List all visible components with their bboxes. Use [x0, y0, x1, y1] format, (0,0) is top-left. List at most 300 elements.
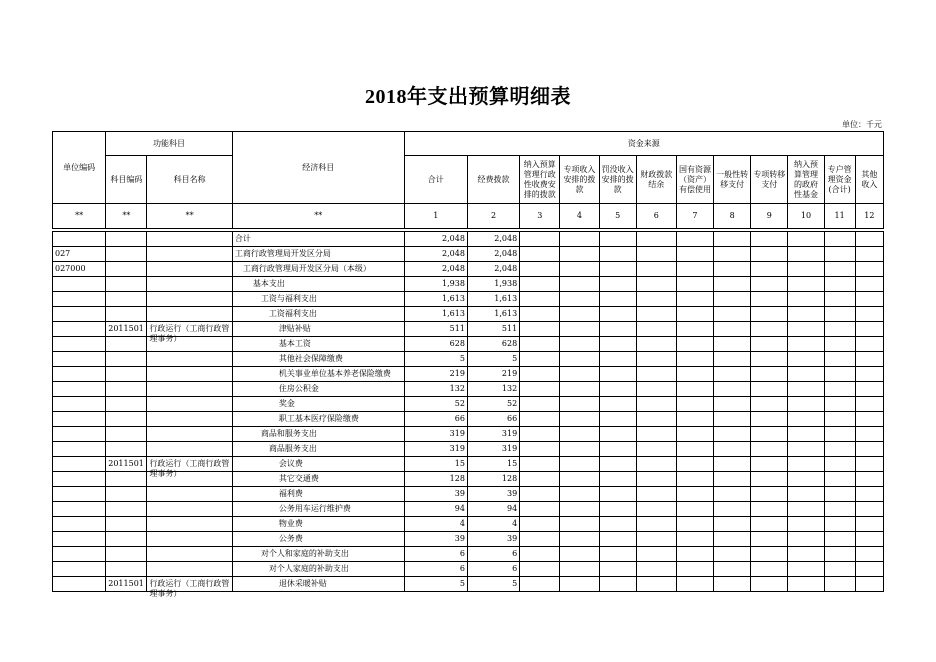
fund-col11-cell: [824, 472, 855, 487]
unit-code-cell: [53, 562, 106, 577]
fund-col8-cell: [714, 247, 751, 262]
fund-col3-cell: [520, 472, 560, 487]
econ-cell: 商品服务支出: [232, 442, 404, 457]
fund-col7-cell: [676, 472, 713, 487]
func-code-cell: 2011501: [106, 457, 147, 472]
table-row: [53, 562, 884, 577]
func-name-cell: [147, 292, 232, 307]
index-cell: 11: [824, 204, 855, 229]
fund-col7-cell: [676, 367, 713, 382]
fund-col12-cell: [855, 442, 883, 457]
header-total: 合计: [404, 156, 467, 204]
fund-col4-cell: [560, 307, 599, 322]
fund-col11-cell: [824, 322, 855, 337]
total-cell: 39: [404, 532, 467, 547]
fund-col6-cell: [636, 472, 676, 487]
table-row: [53, 427, 884, 442]
fund-col3-cell: [520, 367, 560, 382]
fund-col4-cell: [560, 277, 599, 292]
fund-col7-cell: [676, 547, 713, 562]
fund-col3-cell: [520, 277, 560, 292]
index-cell: 5: [599, 204, 636, 229]
total-cell: 511: [404, 322, 467, 337]
fund-col5-cell: [599, 367, 636, 382]
fund-col7-cell: [676, 502, 713, 517]
func-code-cell: [106, 247, 147, 262]
fund-col5-cell: [599, 292, 636, 307]
fund-col5-cell: [599, 502, 636, 517]
fund-col3-cell: [520, 487, 560, 502]
fund-col11-cell: [824, 442, 855, 457]
func-name-cell: [147, 277, 232, 292]
unit-code-cell: [53, 322, 106, 337]
func-code-cell: [106, 517, 147, 532]
fund-col11-cell: [824, 517, 855, 532]
appropriation-cell: 511: [467, 322, 519, 337]
fund-col5-cell: [599, 322, 636, 337]
fund-col4-cell: [560, 322, 599, 337]
econ-cell: 职工基本医疗保险缴费: [232, 412, 404, 427]
fund-col11-cell: [824, 412, 855, 427]
fund-col6-cell: [636, 502, 676, 517]
fund-col5-cell: [599, 352, 636, 367]
fund-col8-cell: [714, 397, 751, 412]
unit-code-cell: [53, 337, 106, 352]
func-code-cell: [106, 307, 147, 322]
fund-col9-cell: [751, 382, 788, 397]
header-col8: 一般性转移支付: [714, 156, 751, 204]
econ-cell: 基本工资: [232, 337, 404, 352]
fund-col7-cell: [676, 232, 713, 247]
index-cell: 2: [467, 204, 519, 229]
fund-col9-cell: [751, 442, 788, 457]
fund-col8-cell: [714, 232, 751, 247]
fund-col4-cell: [560, 427, 599, 442]
table-row: [53, 367, 884, 382]
fund-col6-cell: [636, 247, 676, 262]
fund-col12-cell: [855, 397, 883, 412]
fund-col10-cell: [788, 292, 824, 307]
header-col3: 纳入预算管理行政性收费安排的拨款: [520, 156, 560, 204]
fund-col10-cell: [788, 232, 824, 247]
fund-col3-cell: [520, 547, 560, 562]
fund-col12-cell: [855, 292, 883, 307]
header-func-code: 科目编码: [106, 156, 147, 204]
fund-col9-cell: [751, 457, 788, 472]
fund-col7-cell: [676, 562, 713, 577]
budget-table: [52, 131, 884, 598]
fund-col10-cell: [788, 562, 824, 577]
fund-col6-cell: [636, 412, 676, 427]
table-row: [53, 292, 884, 307]
appropriation-cell: 128: [467, 472, 519, 487]
fund-col3-cell: [520, 442, 560, 457]
index-cell: 3: [520, 204, 560, 229]
func-code-cell: [106, 472, 147, 487]
fund-col4-cell: [560, 367, 599, 382]
index-cell: 6: [636, 204, 676, 229]
appropriation-cell: 2,048: [467, 262, 519, 277]
func-name-cell: [147, 487, 232, 502]
fund-col9-cell: [751, 547, 788, 562]
fund-col7-cell: [676, 577, 713, 592]
index-cell: **: [232, 204, 404, 229]
fund-col10-cell: [788, 337, 824, 352]
fund-col12-cell: [855, 262, 883, 277]
appropriation-cell: 4: [467, 517, 519, 532]
fund-col7-cell: [676, 487, 713, 502]
func-code-cell: [106, 412, 147, 427]
total-cell: 6: [404, 562, 467, 577]
func-name-cell: [147, 397, 232, 412]
fund-col4-cell: [560, 382, 599, 397]
fund-col10-cell: [788, 307, 824, 322]
fund-col8-cell: [714, 307, 751, 322]
table-row: [53, 457, 884, 472]
fund-col5-cell: [599, 232, 636, 247]
fund-col12-cell: [855, 562, 883, 577]
fund-col5-cell: [599, 517, 636, 532]
func-code-cell: [106, 277, 147, 292]
table-row: [53, 247, 884, 262]
fund-col12-cell: [855, 457, 883, 472]
total-cell: 66: [404, 412, 467, 427]
unit-code-cell: [53, 427, 106, 442]
func-code-cell: 2011501: [106, 322, 147, 337]
header-col10: 纳入预算管理的政府性基金: [788, 156, 824, 204]
index-cell: 9: [751, 204, 788, 229]
unit-label: 单位：千元: [842, 120, 882, 129]
fund-col7-cell: [676, 322, 713, 337]
index-cell: 10: [788, 204, 824, 229]
total-cell: 319: [404, 442, 467, 457]
header-func-name: 科目名称: [147, 156, 232, 204]
func-code-cell: [106, 337, 147, 352]
func-code-cell: [106, 397, 147, 412]
func-name-text: 行政运行（工商行政管理事务）: [149, 459, 230, 478]
fund-col6-cell: [636, 442, 676, 457]
fund-col10-cell: [788, 382, 824, 397]
fund-col8-cell: [714, 442, 751, 457]
fund-col6-cell: [636, 547, 676, 562]
fund-col4-cell: [560, 517, 599, 532]
fund-col4-cell: [560, 232, 599, 247]
unit-code-cell: [53, 487, 106, 502]
total-cell: 2,048: [404, 262, 467, 277]
total-cell: 319: [404, 427, 467, 442]
fund-col6-cell: [636, 427, 676, 442]
total-cell: 2,048: [404, 247, 467, 262]
header-unit-code: 单位编码: [53, 132, 106, 204]
econ-cell: 工资福利支出: [232, 307, 404, 322]
fund-col5-cell: [599, 457, 636, 472]
header-col5: 罚没收入安排的拨款: [599, 156, 636, 204]
func-name-cell: [147, 562, 232, 577]
fund-col6-cell: [636, 397, 676, 412]
fund-col4-cell: [560, 292, 599, 307]
econ-cell: 工商行政管理局开发区分局（本级）: [232, 262, 404, 277]
fund-col12-cell: [855, 307, 883, 322]
header-col11: 专户管理资金(合计): [824, 156, 855, 204]
fund-col3-cell: [520, 352, 560, 367]
fund-col7-cell: [676, 457, 713, 472]
fund-col9-cell: [751, 532, 788, 547]
fund-col5-cell: [599, 442, 636, 457]
fund-col8-cell: [714, 487, 751, 502]
func-name-cell: [147, 532, 232, 547]
appropriation-cell: 219: [467, 367, 519, 382]
fund-col5-cell: [599, 487, 636, 502]
fund-col3-cell: [520, 532, 560, 547]
fund-col9-cell: [751, 502, 788, 517]
fund-col9-cell: [751, 397, 788, 412]
econ-cell: 工资与福利支出: [232, 292, 404, 307]
appropriation-cell: 2,048: [467, 247, 519, 262]
unit-code-cell: [53, 472, 106, 487]
econ-cell: 津贴补贴: [232, 322, 404, 337]
fund-col3-cell: [520, 322, 560, 337]
index-cell: 8: [714, 204, 751, 229]
fund-col8-cell: [714, 532, 751, 547]
fund-col11-cell: [824, 397, 855, 412]
fund-col3-cell: [520, 517, 560, 532]
fund-col9-cell: [751, 337, 788, 352]
fund-col5-cell: [599, 262, 636, 277]
fund-col10-cell: [788, 322, 824, 337]
fund-col10-cell: [788, 412, 824, 427]
func-code-cell: [106, 367, 147, 382]
fund-col11-cell: [824, 277, 855, 292]
fund-col4-cell: [560, 262, 599, 277]
fund-col4-cell: [560, 562, 599, 577]
fund-col11-cell: [824, 352, 855, 367]
func-name-cell: [147, 412, 232, 427]
table-row: [53, 307, 884, 322]
econ-cell: 奖金: [232, 397, 404, 412]
total-cell: 128: [404, 472, 467, 487]
fund-col12-cell: [855, 502, 883, 517]
unit-code-cell: [53, 352, 106, 367]
econ-cell: 合计: [232, 232, 404, 247]
func-name-cell: [147, 232, 232, 247]
fund-col9-cell: [751, 517, 788, 532]
fund-col4-cell: [560, 457, 599, 472]
func-code-cell: [106, 502, 147, 517]
fund-col12-cell: [855, 337, 883, 352]
func-name-text: 行政运行（工商行政管理事务）: [149, 324, 230, 343]
unit-code-cell: [53, 277, 106, 292]
fund-col5-cell: [599, 412, 636, 427]
func-code-cell: [106, 532, 147, 547]
fund-col9-cell: [751, 367, 788, 382]
table-row: [53, 547, 884, 562]
fund-col8-cell: [714, 562, 751, 577]
fund-col9-cell: [751, 487, 788, 502]
fund-col10-cell: [788, 367, 824, 382]
fund-col11-cell: [824, 367, 855, 382]
fund-col11-cell: [824, 232, 855, 247]
unit-code-cell: [53, 442, 106, 457]
index-cell: 4: [560, 204, 599, 229]
econ-cell: 对个人家庭的补助支出: [232, 562, 404, 577]
fund-col9-cell: [751, 412, 788, 427]
econ-cell: 物业费: [232, 517, 404, 532]
fund-col4-cell: [560, 442, 599, 457]
fund-col11-cell: [824, 547, 855, 562]
func-name-cell: [147, 367, 232, 382]
fund-col10-cell: [788, 472, 824, 487]
fund-col9-cell: [751, 472, 788, 487]
fund-col11-cell: [824, 562, 855, 577]
func-name-cell: [147, 547, 232, 562]
total-cell: 219: [404, 367, 467, 382]
fund-col10-cell: [788, 427, 824, 442]
econ-cell: 机关事业单位基本养老保险缴费: [232, 367, 404, 382]
fund-col10-cell: [788, 517, 824, 532]
fund-col4-cell: [560, 247, 599, 262]
func-name-cell: [147, 247, 232, 262]
fund-col6-cell: [636, 322, 676, 337]
fund-col3-cell: [520, 457, 560, 472]
unit-code-cell: [53, 382, 106, 397]
fund-col7-cell: [676, 277, 713, 292]
fund-col3-cell: [520, 577, 560, 592]
fund-col7-cell: [676, 532, 713, 547]
unit-code-cell: 027: [53, 247, 106, 262]
appropriation-cell: 39: [467, 487, 519, 502]
fund-col12-cell: [855, 412, 883, 427]
total-cell: 4: [404, 517, 467, 532]
fund-col7-cell: [676, 397, 713, 412]
header-col7: 国有资源（资产）有偿使用: [676, 156, 713, 204]
func-name-cell: [147, 457, 232, 478]
header-econ: 经济科目: [232, 132, 404, 204]
fund-col9-cell: [751, 562, 788, 577]
table-row: [53, 232, 884, 247]
fund-col3-cell: [520, 502, 560, 517]
func-code-cell: [106, 292, 147, 307]
fund-col6-cell: [636, 337, 676, 352]
econ-cell: 对个人和家庭的补助支出: [232, 547, 404, 562]
fund-col3-cell: [520, 247, 560, 262]
index-cell: 1: [404, 204, 467, 229]
fund-col9-cell: [751, 277, 788, 292]
fund-col6-cell: [636, 232, 676, 247]
fund-col11-cell: [824, 262, 855, 277]
fund-col8-cell: [714, 322, 751, 337]
appropriation-cell: 52: [467, 397, 519, 412]
fund-col11-cell: [824, 532, 855, 547]
table-row: [53, 487, 884, 502]
fund-col9-cell: [751, 577, 788, 592]
table-row: [53, 382, 884, 397]
func-name-cell: [147, 262, 232, 277]
fund-col3-cell: [520, 397, 560, 412]
total-cell: 94: [404, 502, 467, 517]
appropriation-cell: 6: [467, 547, 519, 562]
fund-col10-cell: [788, 577, 824, 592]
fund-col8-cell: [714, 547, 751, 562]
fund-col12-cell: [855, 322, 883, 337]
fund-col8-cell: [714, 457, 751, 472]
fund-col3-cell: [520, 337, 560, 352]
fund-col5-cell: [599, 247, 636, 262]
unit-code-cell: [53, 457, 106, 472]
unit-code-cell: [53, 412, 106, 427]
fund-col4-cell: [560, 352, 599, 367]
total-cell: 39: [404, 487, 467, 502]
table-row: [53, 262, 884, 277]
fund-col12-cell: [855, 487, 883, 502]
fund-col10-cell: [788, 457, 824, 472]
fund-col5-cell: [599, 382, 636, 397]
fund-col8-cell: [714, 472, 751, 487]
fund-col7-cell: [676, 292, 713, 307]
func-code-cell: [106, 262, 147, 277]
func-name-cell: [147, 307, 232, 322]
fund-col6-cell: [636, 307, 676, 322]
unit-code-cell: [53, 532, 106, 547]
unit-code-cell: [53, 307, 106, 322]
fund-col8-cell: [714, 352, 751, 367]
func-name-cell: [147, 577, 232, 598]
fund-col10-cell: [788, 397, 824, 412]
unit-code-cell: [53, 232, 106, 247]
appropriation-cell: 628: [467, 337, 519, 352]
unit-code-cell: [53, 292, 106, 307]
fund-col6-cell: [636, 352, 676, 367]
fund-col4-cell: [560, 412, 599, 427]
econ-cell: 会议费: [232, 457, 404, 472]
econ-cell: 福利费: [232, 487, 404, 502]
fund-col5-cell: [599, 472, 636, 487]
header-col12: 其他收入: [855, 156, 883, 204]
total-cell: 628: [404, 337, 467, 352]
econ-cell: 商品和服务支出: [232, 427, 404, 442]
total-cell: 52: [404, 397, 467, 412]
fund-col9-cell: [751, 427, 788, 442]
appropriation-cell: 319: [467, 427, 519, 442]
func-name-cell: [147, 352, 232, 367]
func-name-cell: [147, 322, 232, 343]
appropriation-cell: 132: [467, 382, 519, 397]
fund-col11-cell: [824, 487, 855, 502]
fund-col8-cell: [714, 412, 751, 427]
fund-col10-cell: [788, 352, 824, 367]
func-name-text: 行政运行（工商行政管理事务）: [149, 579, 230, 598]
fund-col12-cell: [855, 577, 883, 592]
fund-col12-cell: [855, 427, 883, 442]
func-code-cell: [106, 382, 147, 397]
table-row: [53, 442, 884, 457]
fund-col9-cell: [751, 307, 788, 322]
fund-col4-cell: [560, 397, 599, 412]
index-cell: 7: [676, 204, 713, 229]
appropriation-cell: 15: [467, 457, 519, 472]
fund-col6-cell: [636, 367, 676, 382]
table-row: [53, 532, 884, 547]
fund-col3-cell: [520, 262, 560, 277]
fund-col12-cell: [855, 352, 883, 367]
fund-col7-cell: [676, 352, 713, 367]
total-cell: 132: [404, 382, 467, 397]
fund-col4-cell: [560, 487, 599, 502]
econ-cell: 基本支出: [232, 277, 404, 292]
header-func-group: 功能科目: [106, 132, 233, 156]
fund-col8-cell: [714, 502, 751, 517]
fund-col6-cell: [636, 277, 676, 292]
fund-col4-cell: [560, 337, 599, 352]
